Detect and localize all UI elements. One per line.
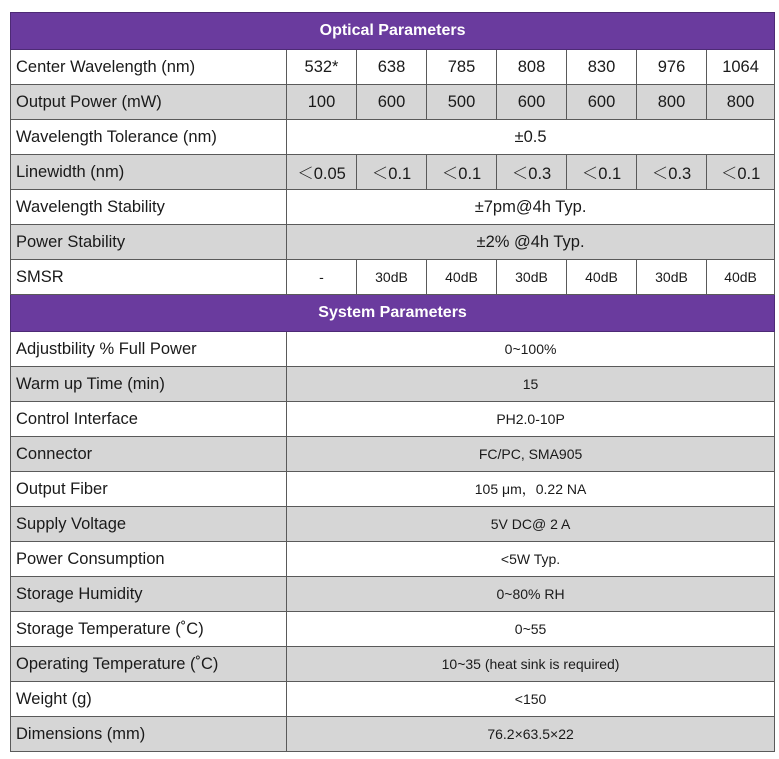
table-cell: 105 μm，0.22 NA (287, 472, 775, 507)
table-row (11, 190, 775, 225)
table-row (11, 367, 775, 402)
table-row (11, 260, 775, 295)
table-cell: ＜0.05 (287, 155, 357, 190)
table-cell: 976 (637, 50, 707, 85)
table-cell: 30dB (497, 260, 567, 295)
table-row (11, 332, 775, 367)
table-row (11, 50, 775, 85)
table-row (11, 155, 775, 190)
table-row (11, 225, 775, 260)
table-row (11, 437, 775, 472)
row-label: Wavelength Stability (11, 190, 287, 225)
table-cell: 500 (427, 85, 497, 120)
table-cell: 40dB (427, 260, 497, 295)
table-row (11, 612, 775, 647)
row-label: Output Power (mW) (11, 85, 287, 120)
table-cell: 0~55 (287, 612, 775, 647)
table-cell: 532* (287, 50, 357, 85)
table-cell: 10~35 (heat sink is required) (287, 647, 775, 682)
table-row (11, 542, 775, 577)
table-cell: ＜0.1 (427, 155, 497, 190)
row-label: Operating Temperature (˚C) (11, 647, 287, 682)
table-cell: ±7pm@4h Typ. (287, 190, 775, 225)
table-cell: 830 (567, 50, 637, 85)
table-cell: 0~80% RH (287, 577, 775, 612)
row-label: SMSR (11, 260, 287, 295)
table-cell: 5V DC@ 2 A (287, 507, 775, 542)
table-cell: 76.2×63.5×22 (287, 717, 775, 752)
row-label: Supply Voltage (11, 507, 287, 542)
table-cell: 100 (287, 85, 357, 120)
table-cell: 1064 (707, 50, 775, 85)
row-label: Warm up Time (min) (11, 367, 287, 402)
row-label: Adjustbility % Full Power (11, 332, 287, 367)
row-label: Power Consumption (11, 542, 287, 577)
table-cell: 0~100% (287, 332, 775, 367)
table-row (11, 402, 775, 437)
table-cell: 600 (357, 85, 427, 120)
table-cell: 800 (707, 85, 775, 120)
table-cell: ±2% @4h Typ. (287, 225, 775, 260)
row-label: Power Stability (11, 225, 287, 260)
row-label: Storage Temperature (˚C) (11, 612, 287, 647)
row-label: Weight (g) (11, 682, 287, 717)
table-cell: - (287, 260, 357, 295)
table-cell: ±0.5 (287, 120, 775, 155)
table-cell: 40dB (567, 260, 637, 295)
table-cell: 600 (497, 85, 567, 120)
table-row (11, 647, 775, 682)
table-cell: ＜0.1 (357, 155, 427, 190)
row-label: Storage Humidity (11, 577, 287, 612)
table-cell: 800 (637, 85, 707, 120)
table-row (11, 472, 775, 507)
table-cell: 600 (567, 85, 637, 120)
table-row (11, 85, 775, 120)
table-cell: ＜0.1 (567, 155, 637, 190)
table-cell: ＜0.3 (637, 155, 707, 190)
table-row (11, 507, 775, 542)
table-cell: 40dB (707, 260, 775, 295)
table-cell: 808 (497, 50, 567, 85)
row-label: Center Wavelength (nm) (11, 50, 287, 85)
table-cell: 785 (427, 50, 497, 85)
table-cell: 30dB (637, 260, 707, 295)
table-row (11, 577, 775, 612)
row-label: Control Interface (11, 402, 287, 437)
row-label: Wavelength Tolerance (nm) (11, 120, 287, 155)
table-cell: 15 (287, 367, 775, 402)
table-row (11, 717, 775, 752)
table-row (11, 120, 775, 155)
table-cell: 30dB (357, 260, 427, 295)
table-cell: FC/PC, SMA905 (287, 437, 775, 472)
table-row (11, 682, 775, 717)
row-label: Connector (11, 437, 287, 472)
optical-parameters-header (11, 13, 775, 50)
system-parameters-header (11, 295, 775, 332)
table-cell: PH2.0-10P (287, 402, 775, 437)
table-cell: ＜0.1 (707, 155, 775, 190)
row-label: Output Fiber (11, 472, 287, 507)
section-title: System Parameters (11, 295, 775, 332)
spec-table (10, 12, 775, 752)
table-cell: ＜0.3 (497, 155, 567, 190)
row-label: Linewidth (nm) (11, 155, 287, 190)
row-label: Dimensions (mm) (11, 717, 287, 752)
table-cell: <5W Typ. (287, 542, 775, 577)
section-title: Optical Parameters (11, 13, 775, 50)
table-cell: 638 (357, 50, 427, 85)
table-cell: <150 (287, 682, 775, 717)
